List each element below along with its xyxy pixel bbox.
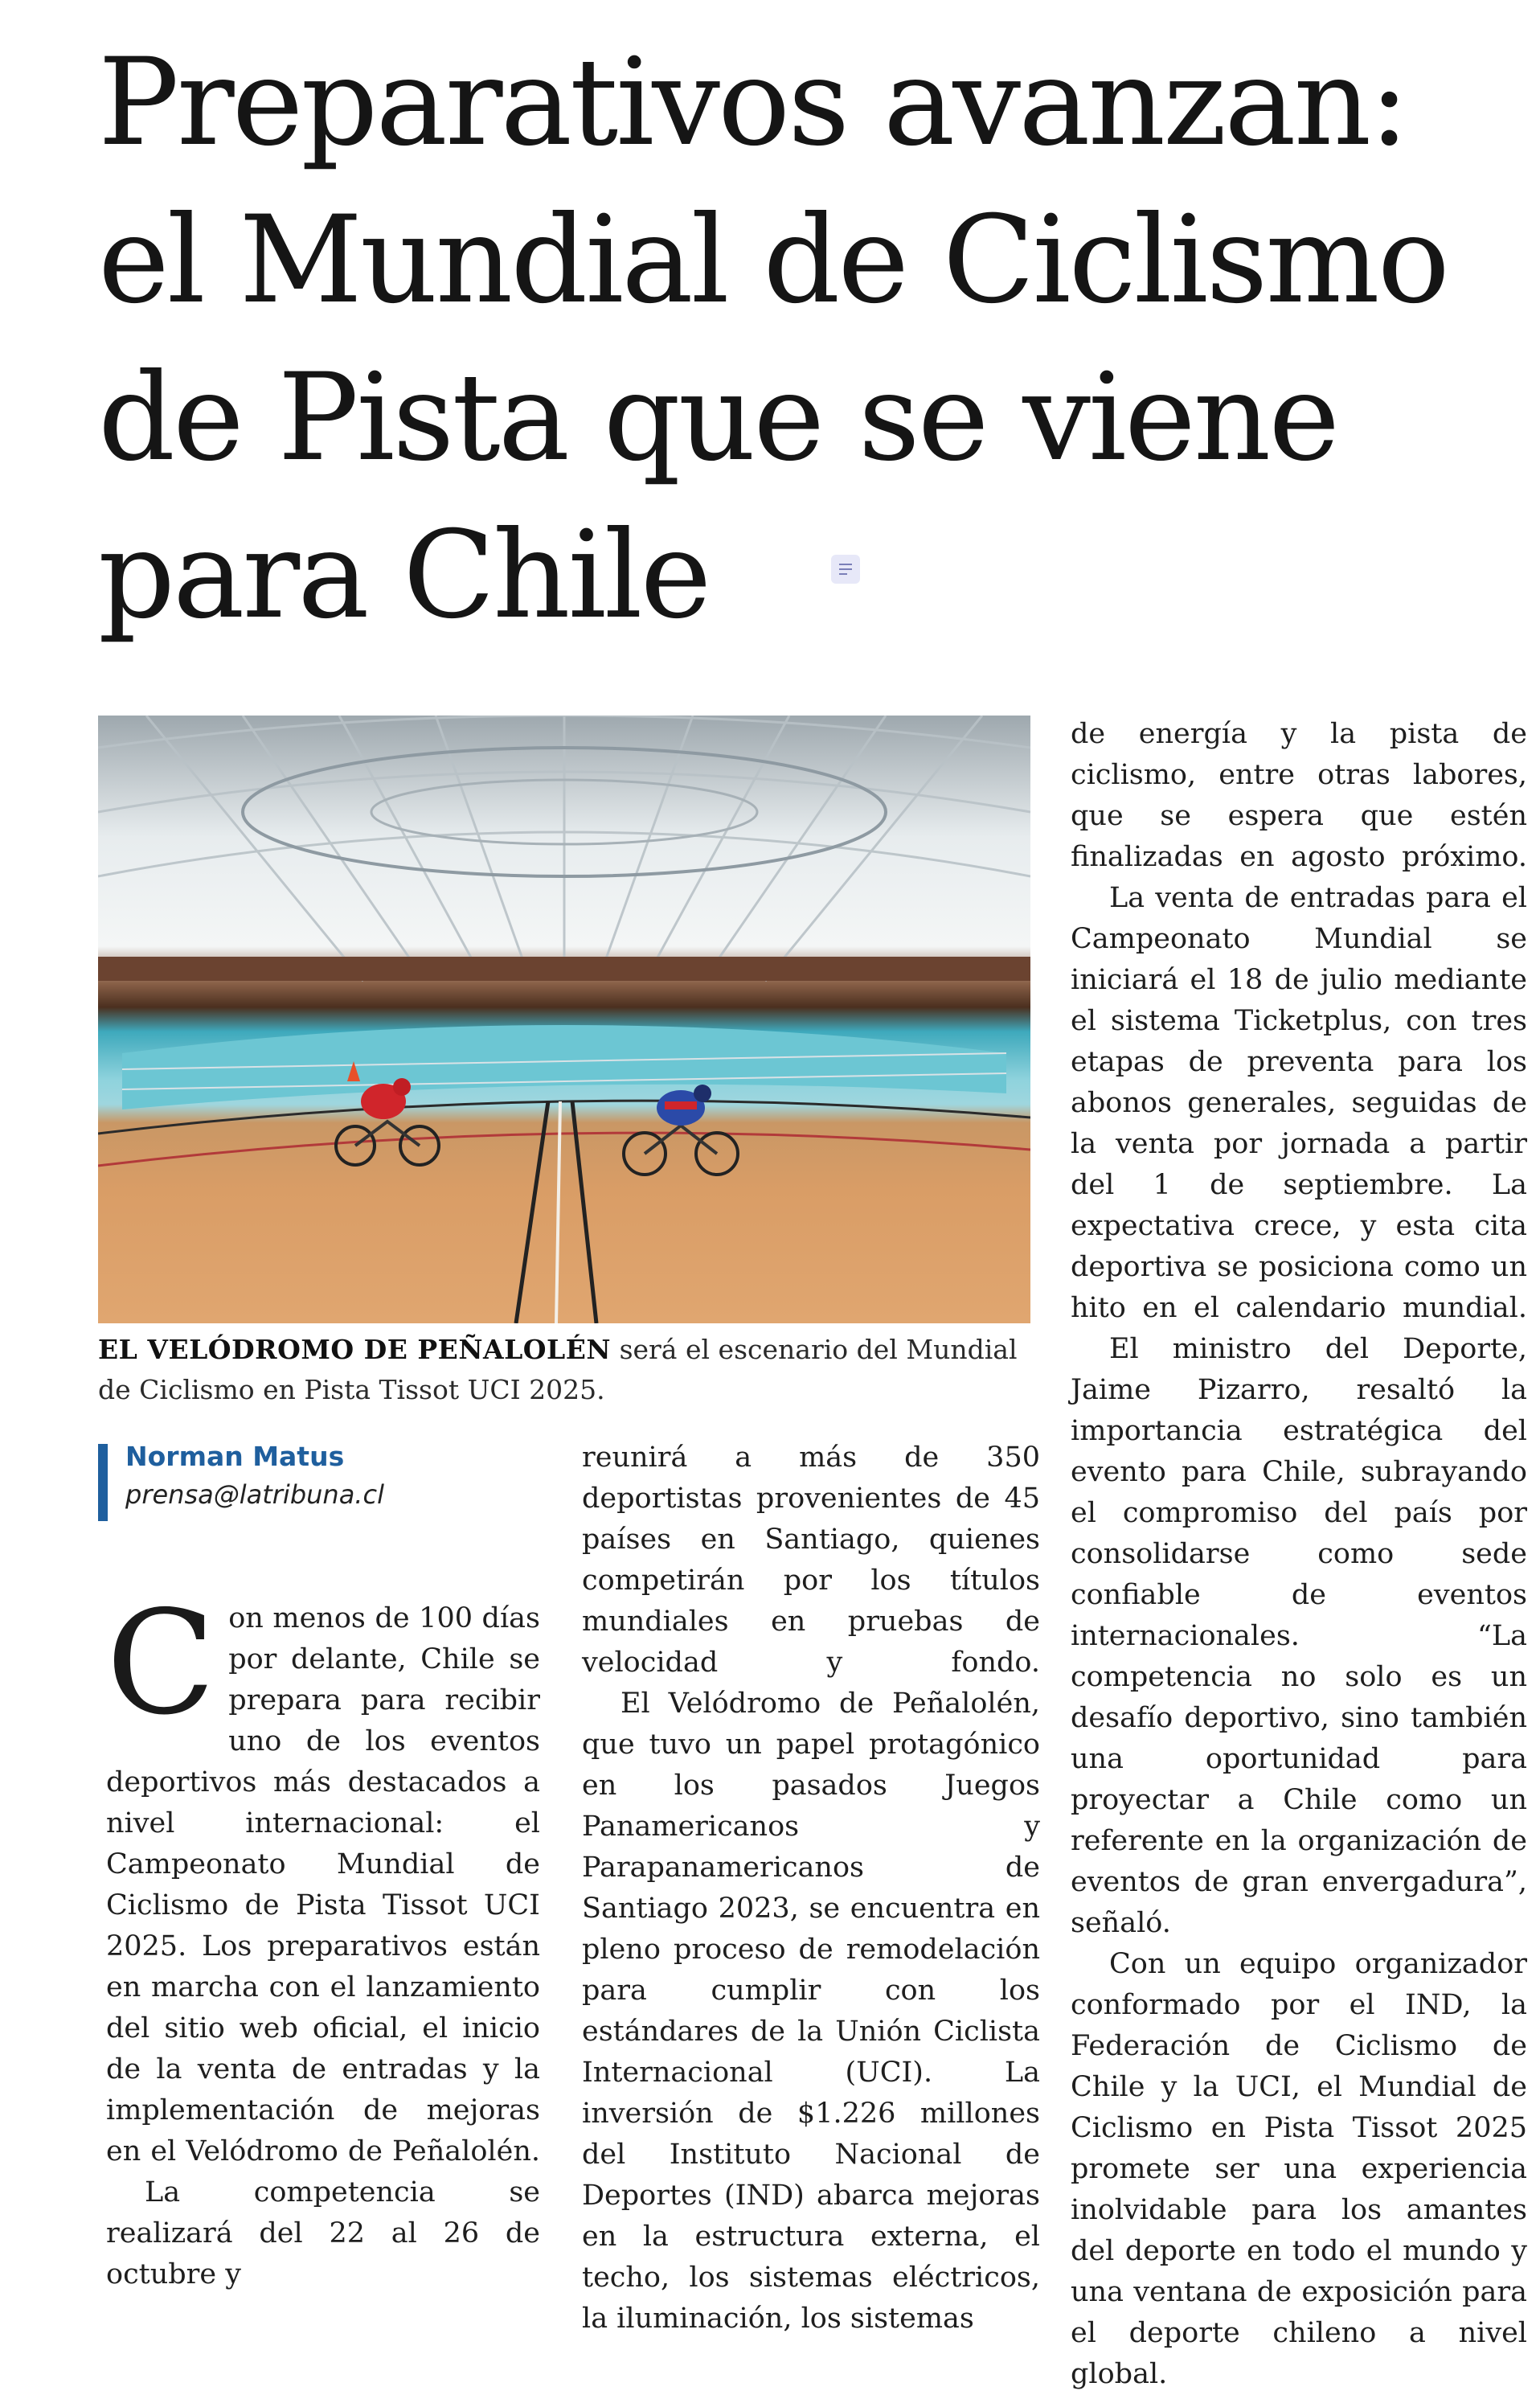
byline — [98, 1437, 548, 1526]
velodrome-illustration — [98, 716, 1030, 1323]
headline-line-1: Preparativos avanzan: — [98, 33, 1407, 173]
paragraph: La competencia se realizará del 22 al 26 de octubre y — [106, 2176, 540, 2290]
paragraph: Con un equipo organizador conformado por el IND, la Federación de Ciclismo de Chile y la UCI, el Mundial de Ciclismo en Pista Tissot 2025 promete ser una experiencia inolvidable para los amantes del deporte en todo el mundo y una ventana de exposición para el deporte chileno a nivel global. — [1071, 1948, 1527, 2390]
paragraph: reunirá a más de 350 deportistas provenientes de 45 países en Santiago, quienes competirán por los títulos mundiales en pruebas de velocidad y fondo. — [582, 1442, 1040, 1679]
article-column-2 — [582, 1437, 1040, 2340]
paragraph-text: on menos de 100 días por delante, Chile se prepara para recibir uno de los eventos deportivos más destacados a nivel internacional: el Campeonato Mundial de Ciclismo de Pista Tissot UCI 2025. Los preparativos están en marcha con el lanzamiento del sitio web oficial, el inicio de la venta de entradas y la implementación de mejoras en el Velódromo de Peñalolén. — [106, 1602, 540, 2167]
photo-caption — [98, 1330, 1038, 1410]
article-column-1 — [106, 1580, 540, 2295]
paragraph: La venta de entradas para el Campeonato Mundial se iniciará el 18 de julio mediante el sistema Ticketplus, con tres etapas de preventa para los abonos generales, seguidas de la venta por jornada a partir del 1 de septiembre. La expectativa crece, y esta cita deportiva se posiciona como un hito en el calendario mundial. — [1071, 882, 1527, 1324]
article-column-3 — [1071, 714, 1527, 2395]
byline-accent-bar — [98, 1444, 108, 1521]
note-icon[interactable] — [831, 555, 860, 584]
headline-line-3: de Pista que se viene — [98, 348, 1338, 488]
velodrome-photo — [98, 716, 1030, 1323]
paragraph: El Velódromo de Peñalolén, que tuvo un papel protagónico en los pasados Juegos Panamericanos y Parapanamericanos de Santiago 2023, se encuentra en pleno proceso de remodelación para cumplir con los estándares de la Unión Ciclista Internacional (UCI). La inversión de $1.226 millones del Instituto Nacional de Deportes (IND) abarca mejoras en la estructura externa, el techo, los sistemas eléctricos, la iluminación, los sistemas — [582, 1688, 1040, 2335]
headline — [98, 24, 1529, 654]
caption-text: será el escenario del Mundial de Ciclismo en Pista Tissot UCI 2025. — [98, 1334, 1018, 1405]
caption-lead: EL VELÓDROMO DE PEÑALOLÉN — [98, 1334, 612, 1365]
author-name: Norman Matus — [125, 1441, 345, 1472]
drop-cap: C — [106, 1580, 216, 1746]
paragraph: de energía y la pista de ciclismo, entre otras labores, que se espera que estén finalizadas en agosto próximo. — [1071, 718, 1527, 873]
author-email[interactable]: prensa@latribuna.cl — [125, 1479, 384, 1510]
headline-line-4: para Chile — [98, 506, 710, 646]
paragraph: El ministro del Deporte, Jaime Pizarro, resaltó la importancia estratégica del evento para Chile, subrayando el compromiso del país por consolidarse como sede confiable de eventos internacionales. “La competencia no solo es un desafío deportivo, sino también una oportunidad para proyectar a Chile como un referente en la organización de eventos de gran envergadura”, señaló. — [1071, 1333, 1527, 1939]
paragraph — [106, 1580, 540, 2172]
headline-line-2: el Mundial de Ciclismo — [98, 191, 1448, 330]
